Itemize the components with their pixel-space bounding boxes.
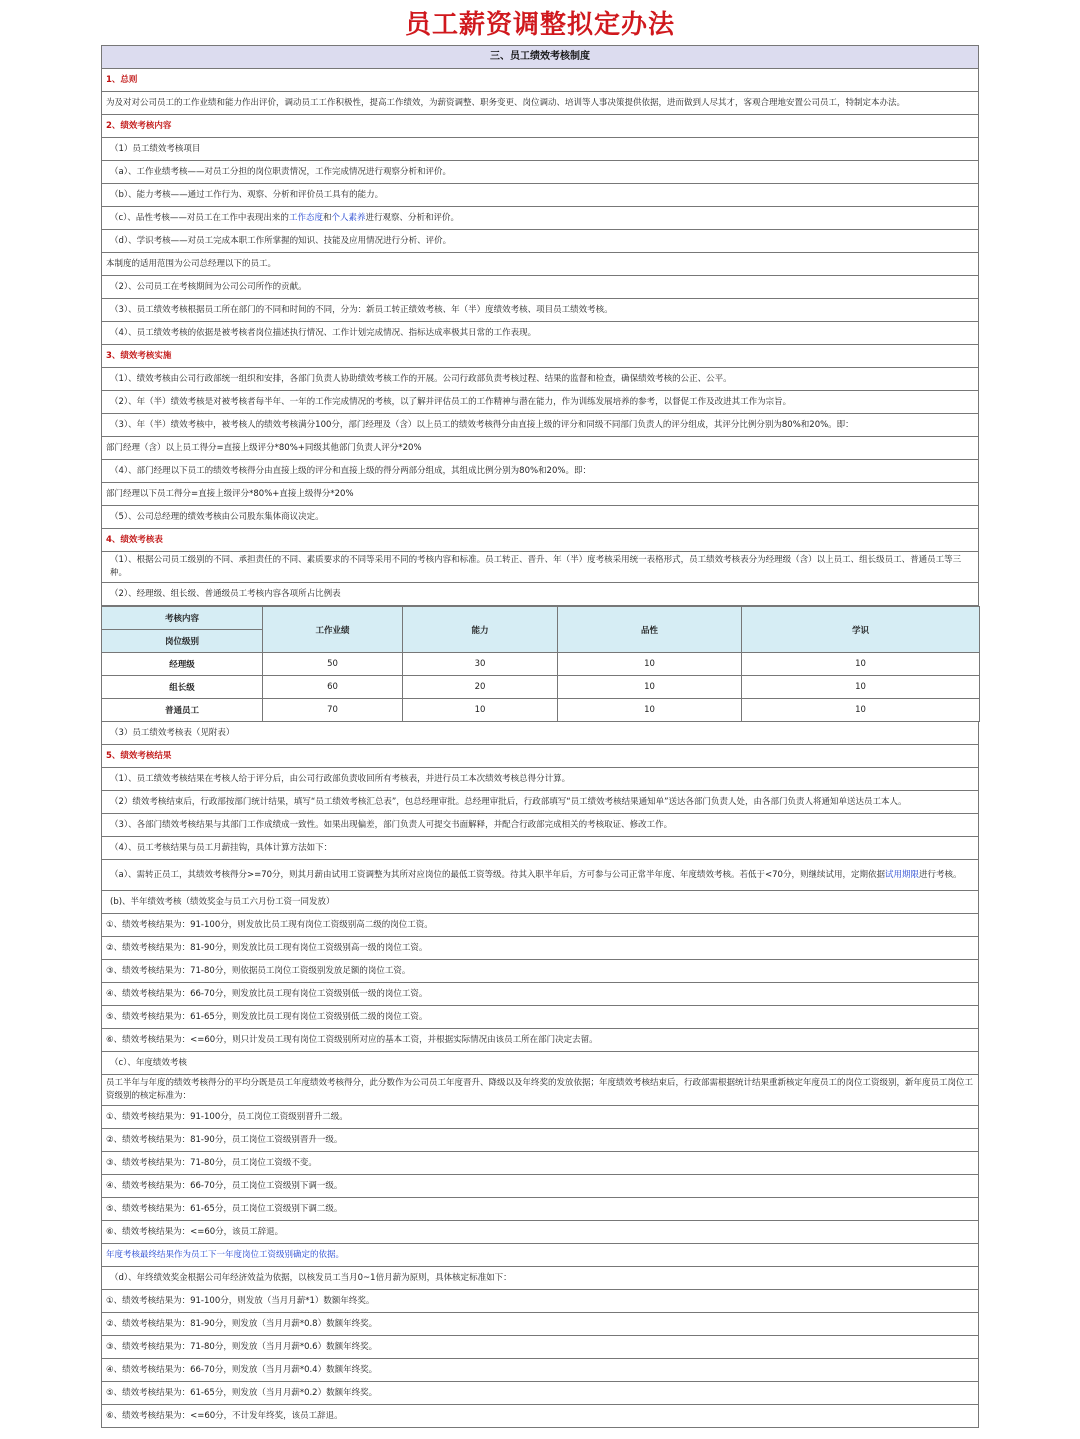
row-text: ②、绩效考核结果为：81-90分，则发放比员工现有岗位工资级别高一级的岗位工资。: [106, 942, 428, 953]
row-text: （d）、学识考核——对员工完成本职工作所掌握的知识、技能及应用情况进行分析、评价。: [110, 235, 452, 246]
text-row: [101, 138, 979, 161]
row-text: ①、绩效考核结果为：91-100分，员工岗位工资级别晋升二级。: [106, 1111, 348, 1122]
text-row: [101, 322, 979, 345]
text-row: [101, 914, 979, 937]
section-heading: [101, 745, 979, 768]
row-text: （2）、年（半）绩效考核是对被考核者每半年、一年的工作完成情况的考核，以了解并评估员工的工作精神与潜在能力，作为训练发展培养的参考，以督促工作及改进其工作为宗旨。: [110, 396, 792, 407]
row-text: （1）、根据公司员工级别的不同、承担责任的不同、素质要求的不同等采用不同的考核内容和标准。员工转正、晋升、年（半）度考核采用统一表格形式，员工绩效考核表分为经理级（含）以上员工、组长级员工、普通员工等三种。: [110, 555, 962, 578]
highlight-text: 试用期限: [884, 869, 919, 880]
row-text: ②、绩效考核结果为：81-90分，员工岗位工资级别晋升一级。: [106, 1134, 343, 1145]
text-row: [101, 1175, 979, 1198]
row-text: ⑤、绩效考核结果为：61-65分，则发放比员工现有岗位工资级别低二级的岗位工资。: [106, 1011, 428, 1022]
row-text: （3）、年（半）绩效考核中，被考核人的绩效考核满分100分，部门经理及（含）以上员工的绩效考核得分由直接上级的评分和同级不同部门负责人的评分组成，其评分比例分别为80%和20%。即：: [110, 419, 854, 430]
table-cell: 10: [558, 653, 742, 676]
table-col-header: 学识: [742, 607, 980, 653]
text-row: [101, 768, 979, 791]
row-text: ①、绩效考核结果为：91-100分，则发放比员工现有岗位工资级别高二级的岗位工资。: [106, 919, 433, 930]
table-cell: 20: [403, 676, 558, 699]
row-text: （4）、员工绩效考核的依据是被考核者岗位描述执行情况、工作计划完成情况、指标达成率极其日常的工作表现。: [110, 327, 537, 338]
table-row: [102, 653, 980, 676]
text-row: [101, 1129, 979, 1152]
text-row: [101, 937, 979, 960]
table-cell: 70: [263, 699, 403, 722]
row-text: （4）、部门经理以下员工的绩效考核得分由直接上级的评分和直接上级的得分两部分组成，其组成比例分别为80%和20%。即：: [110, 465, 591, 476]
section-rows-b: [101, 722, 979, 1428]
row-text: （3）、各部门绩效考核结果与其部门工作成绩成一致性。如果出现偏差，部门负责人可提交书面解释，并配合行政部完成相关的考核取证、修改工作。: [110, 819, 673, 830]
row-text: （3）员工绩效考核表（见附表）: [110, 727, 235, 738]
text-row: [101, 583, 979, 606]
text-row: [101, 414, 979, 437]
row-text: ⑥、绩效考核结果为：<=60分，不计发年终奖，该员工辞退。: [106, 1410, 343, 1421]
text-row: [101, 552, 979, 583]
row-text: （1）、绩效考核由公司行政部统一组织和安排，各部门负责人协助绩效考核工作的开展。公司行政部负责考核过程、结果的监督和检查，确保绩效考核的公正、公平。: [110, 373, 732, 384]
row-text: （2）、公司员工在考核期间为公司公司所作的贡献。: [110, 281, 307, 292]
text-row: [101, 1290, 979, 1313]
row-text: （4）、员工考核结果与员工月薪挂钩，具体计算方法如下：: [110, 842, 333, 853]
row-text: ④、绩效考核结果为：66-70分，员工岗位工资级别下调一级。: [106, 1180, 343, 1191]
page-title: 员工薪资调整拟定办法: [404, 10, 675, 40]
row-text: （a）、需转正员工，其绩效考核得分>=70分，则其月薪由试用工资调整为其所对应岗位的最低工资等级。待其入职半年后，方可参与公司正常半年度、年度绩效考核。若低于<70分，则继续试用，定期依据: [110, 869, 885, 880]
table-col-header: 能力: [403, 607, 558, 653]
text-row: [101, 1152, 979, 1175]
row-text: 本制度的适用范围为公司总经理以下的员工。: [106, 258, 277, 269]
table-cell: 10: [558, 699, 742, 722]
highlight-text: 工作态度: [288, 212, 323, 223]
row-text: ③、绩效考核结果为：71-80分，则依据员工岗位工资级别发放足额的岗位工资。: [106, 965, 411, 976]
text-row: [101, 1267, 979, 1290]
text-row: [101, 891, 979, 914]
row-text: ③、绩效考核结果为：71-80分，则发放（当月月薪*0.6）数额年终奖。: [106, 1341, 378, 1352]
text-row: [101, 960, 979, 983]
text-row: [101, 299, 979, 322]
table-cell: 10: [742, 676, 980, 699]
text-row: [101, 837, 979, 860]
table-row: [102, 699, 980, 722]
row-label: 普通员工: [102, 699, 263, 722]
row-text: 为及对对公司员工的工作业绩和能力作出评价，调动员工工作积极性，提高工作绩效，为薪资调整、职务变更、岗位调动、培训等人事决策提供依据，进而做到人尽其才，客观合理地安置公司员工，特制定本办法。: [106, 97, 906, 108]
row-label: 组长级: [102, 676, 263, 699]
text-row: [101, 791, 979, 814]
section-subtitle: 三、员工绩效考核制度: [101, 45, 979, 69]
row-text: ③、绩效考核结果为：71-80分，员工岗位工资级不变。: [106, 1157, 317, 1168]
table-cell: 10: [558, 676, 742, 699]
text-row: [101, 1052, 979, 1075]
row-text: ④、绩效考核结果为：66-70分，则发放（当月月薪*0.4）数额年终奖。: [106, 1364, 378, 1375]
table-cell: 60: [263, 676, 403, 699]
row-text: （c）、年度绩效考核: [110, 1057, 187, 1068]
text-row: [101, 1075, 979, 1106]
row-text: 员工半年与年度的绩效考核得分的平均分既是员工年度绩效考核得分，此分数作为公司员工年度晋升、降级以及年终奖的发放依据；年度绩效考核结束后，行政部需根据统计结果重新核定年度员工的岗位工资级别，新年度员工岗位工资级别的核定标准为：: [106, 1078, 974, 1101]
section-heading: [101, 345, 979, 368]
row-text: （c）、品性考核——对员工在工作中表现出来的: [110, 212, 289, 223]
text-row: [101, 1006, 979, 1029]
section-rows-a: [101, 69, 979, 606]
row-text: （2）绩效考核结束后，行政部按部门统计结果，填写“员工绩效考核汇总表”，包总经理审批。总经理审批后，行政部填写“员工绩效考核结果通知单”送达各部门负责人处，由各部门负责人将通知单送达员工本人。: [110, 796, 907, 807]
row-text: 4、绩效考核表: [106, 534, 163, 545]
text-row: [101, 860, 979, 891]
table-cell: 10: [742, 653, 980, 676]
row-text: 进行考核。: [918, 869, 962, 880]
table-cell: 30: [403, 653, 558, 676]
text-row: [101, 506, 979, 529]
table-cell: 50: [263, 653, 403, 676]
text-row: [101, 1405, 979, 1428]
text-row: [101, 1336, 979, 1359]
text-row: [101, 1359, 979, 1382]
row-text: ②、绩效考核结果为：81-90分，则发放（当月月薪*0.8）数额年终奖。: [106, 1318, 378, 1329]
table-cell: 10: [403, 699, 558, 722]
text-row: [101, 1382, 979, 1405]
row-text: （3）、员工绩效考核根据员工所在部门的不同和时间的不同，分为：新员工转正绩效考核、年（半）度绩效考核、项目员工绩效考核。: [110, 304, 613, 315]
table-cell: 10: [742, 699, 980, 722]
section-heading: [101, 529, 979, 552]
document-sheet: [101, 5, 979, 1428]
text-row: [101, 253, 979, 276]
row-text: （1）员工绩效考核项目: [110, 143, 201, 154]
table-row: [102, 676, 980, 699]
text-row: [101, 368, 979, 391]
row-text: （5）、公司总经理的绩效考核由公司股东集体商议决定。: [110, 511, 324, 522]
row-text: （2）、经理级、组长级、普通级员工考核内容各项所占比例表: [110, 588, 341, 599]
table-corner-top: 考核内容: [102, 607, 263, 630]
row-text: 部门经理（含）以上员工得分=直接上级评分*80%+同级其他部门负责人评分*20%: [106, 442, 422, 453]
text-row: [101, 1313, 979, 1336]
row-text: （b）、能力考核——通过工作行为、观察、分析和评价员工具有的能力。: [110, 189, 384, 200]
section-heading: [101, 69, 979, 92]
row-text: ⑤、绩效考核结果为：61-65分，员工岗位工资级别下调二级。: [106, 1203, 343, 1214]
text-row: [101, 207, 979, 230]
row-text: 进行观察、分析和评价。: [365, 212, 459, 223]
table-col-header: 品性: [558, 607, 742, 653]
text-row: [101, 1198, 979, 1221]
row-text: ④、绩效考核结果为：66-70分，则发放比员工现有岗位工资级别低一级的岗位工资。: [106, 988, 428, 999]
row-text: 5、绩效考核结果: [106, 750, 172, 761]
text-row: [101, 184, 979, 207]
text-row: [101, 391, 979, 414]
row-text: ①、绩效考核结果为：91-100分，则发放（当月月薪*1）数额年终奖。: [106, 1295, 375, 1306]
ratio-table: [101, 606, 980, 722]
text-row: [101, 1029, 979, 1052]
row-text: (b)、半年绩效考核（绩效奖金与员工六月份工资一同发放）: [110, 896, 335, 907]
table-corner-bottom: 岗位级别: [102, 630, 263, 653]
text-row: [101, 437, 979, 460]
row-text: ⑤、绩效考核结果为：61-65分，则发放（当月月薪*0.2）数额年终奖。: [106, 1387, 378, 1398]
text-row: [101, 483, 979, 506]
text-row: [101, 161, 979, 184]
text-row: [101, 722, 979, 745]
row-text: ⑥、绩效考核结果为：<=60分，该员工辞退。: [106, 1226, 284, 1237]
text-row: [101, 460, 979, 483]
row-text: 1、总则: [106, 74, 138, 85]
text-row: [101, 92, 979, 115]
row-text: （d）、年终绩效奖金根据公司年经济效益为依据，以核发员工当月0~1倍月薪为原则，具体核定标准如下：: [110, 1272, 512, 1283]
table-col-header: 工作业绩: [263, 607, 403, 653]
row-text: （1）、员工绩效考核结果在考核人给于评分后，由公司行政部负责收回所有考核表，并进行员工本次绩效考核总得分计算。: [110, 773, 571, 784]
text-row: [101, 1244, 979, 1267]
row-text: 年度考核最终结果作为员工下一年度岗位工资级别确定的依据。: [106, 1249, 345, 1260]
text-row: [101, 1221, 979, 1244]
text-row: [101, 983, 979, 1006]
text-row: [101, 814, 979, 837]
row-text: （a）、工作业绩考核——对员工分担的岗位职责情况，工作完成情况进行观察分析和评价。: [110, 166, 451, 177]
row-text: 部门经理以下员工得分=直接上级评分*80%+直接上级得分*20%: [106, 488, 354, 499]
row-text: 和: [322, 212, 332, 223]
text-row: [101, 276, 979, 299]
row-text: 2、绩效考核内容: [106, 120, 172, 131]
row-text: ⑥、绩效考核结果为：<=60分，则只计发员工现有岗位工资级别所对应的基本工资，并根据实际情况由该员工所在部门决定去留。: [106, 1034, 598, 1045]
row-text: 3、绩效考核实施: [106, 350, 172, 361]
row-label: 经理级: [102, 653, 263, 676]
text-row: [101, 230, 979, 253]
text-row: [101, 1106, 979, 1129]
highlight-text: 个人素养: [331, 212, 366, 223]
section-heading: [101, 115, 979, 138]
